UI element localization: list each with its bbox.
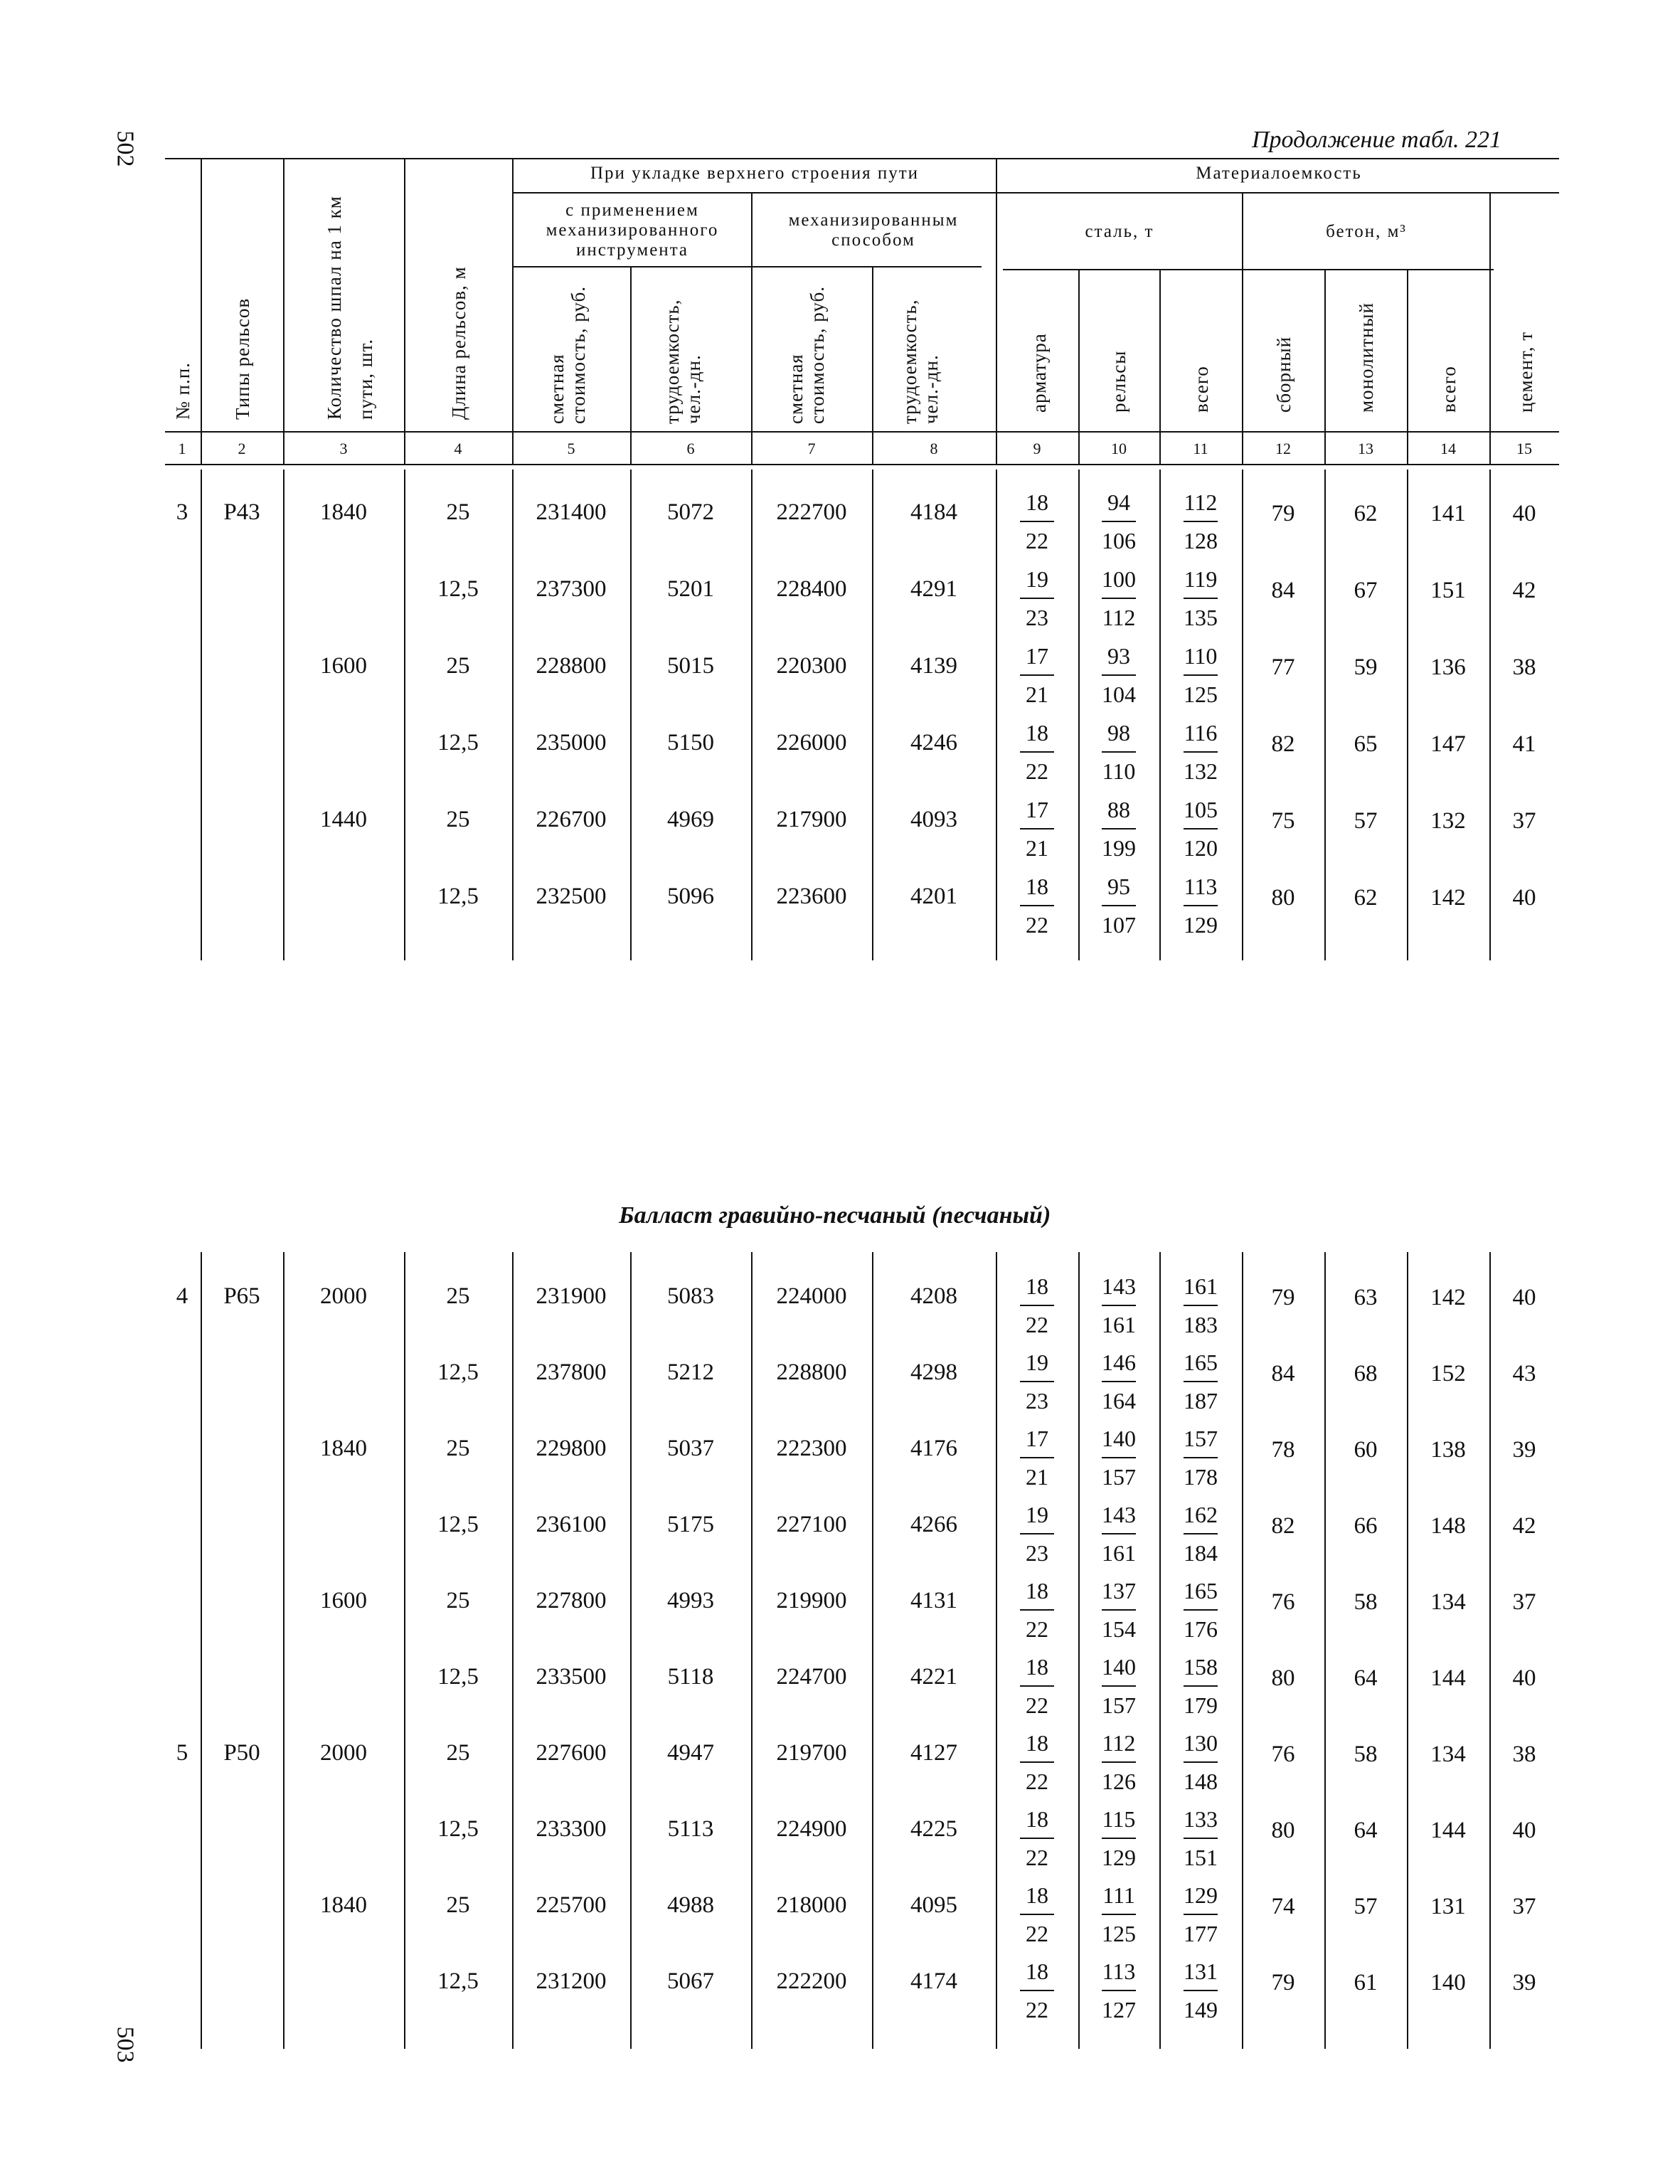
cell-col-12: 80 xyxy=(1271,885,1295,911)
table-rule xyxy=(1078,470,1080,960)
fraction-rails: 140 157 xyxy=(1102,1654,1136,1718)
column-number: 6 xyxy=(686,440,695,457)
fraction-rails: 140 157 xyxy=(1102,1426,1136,1490)
cell-col-8: 4184 xyxy=(910,499,957,525)
fraction-armature: 18 22 xyxy=(1016,868,1058,943)
cell-col-3: 1440 xyxy=(320,807,367,832)
cell-col-14: 144 xyxy=(1430,1818,1466,1843)
fraction-armature: 18 22 xyxy=(1016,1877,1058,1952)
header-mechanized: механизированным способом xyxy=(788,211,959,250)
cell-col-14: 141 xyxy=(1430,501,1466,526)
cell-col-7: 228400 xyxy=(776,576,847,602)
cell-col-12: 78 xyxy=(1271,1437,1295,1463)
fraction-steel-total: 165 176 xyxy=(1184,1578,1218,1642)
col-header-12: сборный xyxy=(1273,336,1294,413)
cell-col-4: 12,5 xyxy=(437,1968,479,1994)
cell-col-7: 223600 xyxy=(776,884,847,909)
cell-col-12: 79 xyxy=(1271,1285,1295,1310)
cell-col-4: 12,5 xyxy=(437,1664,479,1690)
cell-col-3: 1840 xyxy=(320,499,367,525)
table-caption: Продолжение табл. 221 xyxy=(1252,127,1502,153)
section-title-ballast: Балласт гравийно-песчаный (песчаный) xyxy=(619,1202,1051,1229)
cell-col-12: 82 xyxy=(1271,1513,1295,1539)
fraction-steel-total: 116 132 xyxy=(1184,720,1218,784)
cell-col-7: 222200 xyxy=(776,1968,847,1994)
fraction-steel-total: 129 177 xyxy=(1184,1882,1218,1946)
fraction-steel-total: 130 148 xyxy=(1184,1730,1218,1794)
cell-col-14: 152 xyxy=(1430,1361,1466,1387)
table-rule xyxy=(283,1252,285,2049)
col-header-15: цемент, т xyxy=(1515,331,1536,413)
cell-col-4: 12,5 xyxy=(437,1512,479,1537)
cell-col-1: 4 xyxy=(176,1283,188,1309)
cell-col-15: 39 xyxy=(1512,1437,1536,1463)
cell-col-5: 237300 xyxy=(536,576,607,602)
cell-col-8: 4221 xyxy=(910,1664,957,1690)
cell-col-12: 80 xyxy=(1271,1665,1295,1691)
col-header-1: № п.п. xyxy=(172,362,193,420)
fraction-steel-total: 158 179 xyxy=(1184,1654,1218,1718)
cell-col-5: 227600 xyxy=(536,1740,607,1766)
fraction-armature: 17 21 xyxy=(1016,637,1058,713)
cell-col-8: 4291 xyxy=(910,576,957,602)
fraction-rails: 111 125 xyxy=(1102,1882,1136,1946)
cell-col-7: 218000 xyxy=(776,1892,847,1918)
cell-col-1: 5 xyxy=(176,1740,188,1766)
cell-col-15: 40 xyxy=(1512,1285,1536,1310)
cell-col-4: 25 xyxy=(446,653,470,679)
cell-col-14: 132 xyxy=(1430,808,1466,834)
column-number: 4 xyxy=(454,440,462,457)
cell-col-8: 4095 xyxy=(910,1892,957,1918)
col-header-9: арматура xyxy=(1028,333,1050,413)
fraction-steel-total: 105 120 xyxy=(1184,797,1218,861)
cell-col-6: 5150 xyxy=(667,730,714,756)
cell-col-6: 5096 xyxy=(667,884,714,909)
cell-col-7: 227100 xyxy=(776,1512,847,1537)
fraction-steel-total: 110 125 xyxy=(1184,643,1218,707)
table-rule xyxy=(751,1252,753,2049)
cell-col-8: 4174 xyxy=(910,1968,957,1994)
fraction-armature: 18 22 xyxy=(1016,1801,1058,1876)
cell-col-7: 222700 xyxy=(776,499,847,525)
cell-col-15: 40 xyxy=(1512,1818,1536,1843)
fraction-rails: 137 154 xyxy=(1102,1578,1136,1642)
cell-col-12: 84 xyxy=(1271,578,1295,603)
cell-col-6: 5072 xyxy=(667,499,714,525)
cell-col-5: 229800 xyxy=(536,1436,607,1461)
fraction-armature: 19 23 xyxy=(1016,1344,1058,1419)
fraction-steel-total: 112 128 xyxy=(1184,489,1218,553)
cell-col-5: 228800 xyxy=(536,653,607,679)
cell-col-1: 3 xyxy=(176,499,188,525)
cell-col-6: 4947 xyxy=(667,1740,714,1766)
cell-col-7: 220300 xyxy=(776,653,847,679)
cell-col-14: 136 xyxy=(1430,654,1466,680)
cell-col-2: Р65 xyxy=(223,1283,260,1309)
fraction-steel-total: 161 183 xyxy=(1184,1273,1218,1337)
cell-col-8: 4246 xyxy=(910,730,957,756)
cell-col-2: Р43 xyxy=(223,499,260,525)
cell-col-5: 231900 xyxy=(536,1283,607,1309)
cell-col-13: 57 xyxy=(1354,1894,1378,1919)
cell-col-14: 144 xyxy=(1430,1665,1466,1691)
page-number-top: 502 xyxy=(112,130,139,167)
cell-col-12: 79 xyxy=(1271,501,1295,526)
header-materials: Материалоемкость xyxy=(1196,164,1362,183)
col-header-11: всего xyxy=(1191,366,1212,413)
header-mech-tool: с применением механизированного инструмента xyxy=(546,201,719,260)
fraction-rails: 115 129 xyxy=(1102,1806,1136,1870)
cell-col-13: 64 xyxy=(1354,1665,1378,1691)
cell-col-13: 64 xyxy=(1354,1818,1378,1843)
cell-col-6: 5118 xyxy=(667,1664,714,1690)
cell-col-15: 38 xyxy=(1512,654,1536,680)
table-rule xyxy=(201,470,202,960)
cell-col-15: 40 xyxy=(1512,885,1536,911)
fraction-rails: 98 110 xyxy=(1102,720,1136,784)
cell-col-7: 224000 xyxy=(776,1283,847,1309)
fraction-rails: 113 127 xyxy=(1102,1958,1136,2023)
cell-col-4: 25 xyxy=(446,1892,470,1918)
cell-col-12: 84 xyxy=(1271,1361,1295,1387)
fraction-armature: 19 23 xyxy=(1016,1496,1058,1571)
fraction-armature: 18 22 xyxy=(1016,1953,1058,2028)
cell-col-6: 4988 xyxy=(667,1892,714,1918)
cell-col-13: 62 xyxy=(1354,885,1378,911)
cell-col-13: 63 xyxy=(1354,1285,1378,1310)
table-rule xyxy=(201,1252,202,2049)
cell-col-8: 4225 xyxy=(910,1816,957,1842)
fraction-steel-total: 157 178 xyxy=(1184,1426,1218,1490)
cell-col-4: 12,5 xyxy=(437,730,479,756)
column-number: 15 xyxy=(1516,440,1532,457)
cell-col-3: 1840 xyxy=(320,1436,367,1461)
header-concrete: бетон, м³ xyxy=(1326,222,1407,241)
cell-col-5: 227800 xyxy=(536,1588,607,1613)
cell-col-5: 236100 xyxy=(536,1512,607,1537)
fraction-armature: 19 23 xyxy=(1016,561,1058,636)
cell-col-6: 5113 xyxy=(667,1816,714,1842)
cell-col-12: 82 xyxy=(1271,731,1295,757)
cell-col-5: 225700 xyxy=(536,1892,607,1918)
cell-col-6: 5067 xyxy=(667,1968,714,1994)
cell-col-2: Р50 xyxy=(223,1740,260,1766)
cell-col-12: 75 xyxy=(1271,808,1295,834)
fraction-armature: 18 22 xyxy=(1016,714,1058,790)
cell-col-4: 12,5 xyxy=(437,576,479,602)
cell-col-15: 41 xyxy=(1512,731,1536,757)
cell-col-14: 134 xyxy=(1430,1589,1466,1615)
column-number: 13 xyxy=(1358,440,1373,457)
cell-col-5: 231400 xyxy=(536,499,607,525)
col-header-14: всего xyxy=(1438,366,1460,413)
cell-col-3: 1600 xyxy=(320,1588,367,1613)
cell-col-4: 25 xyxy=(446,1740,470,1766)
cell-col-12: 74 xyxy=(1271,1894,1295,1919)
column-number: 11 xyxy=(1193,440,1208,457)
cell-col-14: 148 xyxy=(1430,1513,1466,1539)
fraction-steel-total: 119 135 xyxy=(1184,566,1218,630)
fraction-steel-total: 165 187 xyxy=(1184,1350,1218,1414)
cell-col-13: 61 xyxy=(1354,1970,1378,1995)
fraction-armature: 17 21 xyxy=(1016,1420,1058,1495)
fraction-rails: 100 112 xyxy=(1102,566,1136,630)
column-number: 14 xyxy=(1440,440,1456,457)
cell-col-4: 25 xyxy=(446,499,470,525)
col-header-4: Длина рельсов, м xyxy=(448,266,469,420)
cell-col-6: 4993 xyxy=(667,1588,714,1613)
cell-col-15: 43 xyxy=(1512,1361,1536,1387)
cell-col-12: 80 xyxy=(1271,1818,1295,1843)
cell-col-14: 131 xyxy=(1430,1894,1466,1919)
fraction-armature: 18 22 xyxy=(1016,484,1058,559)
cell-col-8: 4127 xyxy=(910,1740,957,1766)
cell-col-12: 76 xyxy=(1271,1742,1295,1767)
fraction-armature: 18 22 xyxy=(1016,1572,1058,1648)
cell-col-8: 4201 xyxy=(910,884,957,909)
cell-col-5: 233500 xyxy=(536,1664,607,1690)
col-header-10: рельсы xyxy=(1108,350,1129,413)
cell-col-13: 58 xyxy=(1354,1742,1378,1767)
cell-col-8: 4208 xyxy=(910,1283,957,1309)
table-rule xyxy=(1078,1252,1080,2049)
cell-col-6: 5175 xyxy=(667,1512,714,1537)
fraction-rails: 143 161 xyxy=(1102,1502,1136,1566)
table-rule xyxy=(283,470,285,960)
column-number: 10 xyxy=(1111,440,1127,457)
cell-col-13: 60 xyxy=(1354,1437,1378,1463)
cell-col-6: 5015 xyxy=(667,653,714,679)
cell-col-14: 140 xyxy=(1430,1970,1466,1995)
column-number: 7 xyxy=(807,440,816,457)
cell-col-12: 76 xyxy=(1271,1589,1295,1615)
fraction-armature: 18 22 xyxy=(1016,1268,1058,1343)
cell-col-3: 2000 xyxy=(320,1283,367,1309)
col-header-6: трудоемкость, чел.-дн. xyxy=(661,299,704,424)
cell-col-5: 232500 xyxy=(536,884,607,909)
cell-col-3: 2000 xyxy=(320,1740,367,1766)
header-laying: При укладке верхнего строения пути xyxy=(590,164,920,183)
cell-col-4: 25 xyxy=(446,807,470,832)
page-number-bottom: 503 xyxy=(112,2026,139,2063)
table-rule xyxy=(630,1252,632,2049)
cell-col-7: 222300 xyxy=(776,1436,847,1461)
column-number: 12 xyxy=(1275,440,1291,457)
cell-col-13: 59 xyxy=(1354,654,1378,680)
cell-col-14: 142 xyxy=(1430,885,1466,911)
cell-col-8: 4139 xyxy=(910,653,957,679)
table-rule xyxy=(872,470,873,960)
fraction-rails: 93 104 xyxy=(1102,643,1136,707)
cell-col-8: 4298 xyxy=(910,1359,957,1385)
cell-col-7: 217900 xyxy=(776,807,847,832)
cell-col-15: 42 xyxy=(1512,1513,1536,1539)
fraction-rails: 112 126 xyxy=(1102,1730,1136,1794)
cell-col-7: 228800 xyxy=(776,1359,847,1385)
cell-col-3: 1840 xyxy=(320,1892,367,1918)
cell-col-5: 233300 xyxy=(536,1816,607,1842)
column-number: 5 xyxy=(567,440,575,457)
cell-col-7: 219900 xyxy=(776,1588,847,1613)
fraction-rails: 143 161 xyxy=(1102,1273,1136,1337)
column-number: 3 xyxy=(339,440,348,457)
table-rule xyxy=(996,1252,997,2049)
cell-col-3: 1600 xyxy=(320,653,367,679)
table-rule xyxy=(1159,470,1161,960)
cell-col-7: 224700 xyxy=(776,1664,847,1690)
cell-col-13: 68 xyxy=(1354,1361,1378,1387)
cell-col-14: 142 xyxy=(1430,1285,1466,1310)
cell-col-6: 5201 xyxy=(667,576,714,602)
cell-col-15: 42 xyxy=(1512,578,1536,603)
col-header-13: монолитный xyxy=(1356,302,1377,413)
cell-col-13: 66 xyxy=(1354,1513,1378,1539)
cell-col-5: 226700 xyxy=(536,807,607,832)
cell-col-15: 39 xyxy=(1512,1970,1536,1995)
cell-col-15: 37 xyxy=(1512,1589,1536,1615)
fraction-armature: 18 22 xyxy=(1016,1724,1058,1800)
fraction-armature: 18 22 xyxy=(1016,1648,1058,1724)
cell-col-7: 219700 xyxy=(776,1740,847,1766)
column-number: 1 xyxy=(178,440,186,457)
table-rule xyxy=(872,1252,873,2049)
fraction-rails: 94 106 xyxy=(1102,489,1136,553)
cell-col-13: 62 xyxy=(1354,501,1378,526)
cell-col-13: 65 xyxy=(1354,731,1378,757)
cell-col-12: 79 xyxy=(1271,1970,1295,1995)
cell-col-4: 12,5 xyxy=(437,1816,479,1842)
cell-col-8: 4176 xyxy=(910,1436,957,1461)
cell-col-13: 67 xyxy=(1354,578,1378,603)
cell-col-15: 40 xyxy=(1512,501,1536,526)
cell-col-14: 151 xyxy=(1430,578,1466,603)
cell-col-4: 12,5 xyxy=(437,1359,479,1385)
fraction-armature: 17 21 xyxy=(1016,791,1058,866)
cell-col-5: 231200 xyxy=(536,1968,607,1994)
col-header-3: Количество шпал на 1 км пути, шт. xyxy=(324,196,376,420)
fraction-steel-total: 113 129 xyxy=(1184,874,1218,938)
cell-col-15: 37 xyxy=(1512,1894,1536,1919)
cell-col-6: 5037 xyxy=(667,1436,714,1461)
cell-col-14: 138 xyxy=(1430,1437,1466,1463)
cell-col-13: 57 xyxy=(1354,808,1378,834)
fraction-steel-total: 131 149 xyxy=(1184,1958,1218,2023)
cell-col-6: 5083 xyxy=(667,1283,714,1309)
column-number: 9 xyxy=(1033,440,1041,457)
cell-col-4: 25 xyxy=(446,1436,470,1461)
cell-col-8: 4131 xyxy=(910,1588,957,1613)
cell-col-15: 37 xyxy=(1512,808,1536,834)
table-rule xyxy=(996,470,997,960)
cell-col-5: 235000 xyxy=(536,730,607,756)
cell-col-14: 147 xyxy=(1430,731,1466,757)
cell-col-4: 12,5 xyxy=(437,884,479,909)
fraction-steel-total: 133 151 xyxy=(1184,1806,1218,1870)
cell-col-15: 38 xyxy=(1512,1742,1536,1767)
table-rule xyxy=(751,470,753,960)
fraction-rails: 88 199 xyxy=(1102,797,1136,861)
fraction-rails: 146 164 xyxy=(1102,1350,1136,1414)
cell-col-5: 237800 xyxy=(536,1359,607,1385)
cell-col-13: 58 xyxy=(1354,1589,1378,1615)
cell-col-8: 4266 xyxy=(910,1512,957,1537)
cell-col-4: 25 xyxy=(446,1283,470,1309)
col-header-8: трудоемкость, чел.-дн. xyxy=(899,299,942,424)
col-header-2: Типы рельсов xyxy=(232,297,253,420)
cell-col-7: 226000 xyxy=(776,730,847,756)
cell-col-12: 77 xyxy=(1271,654,1295,680)
cell-col-7: 224900 xyxy=(776,1816,847,1842)
cell-col-14: 134 xyxy=(1430,1742,1466,1767)
header-steel: сталь, т xyxy=(1085,222,1154,241)
column-number: 2 xyxy=(238,440,246,457)
fraction-steel-total: 162 184 xyxy=(1184,1502,1218,1566)
cell-col-8: 4093 xyxy=(910,807,957,832)
table-rule xyxy=(1159,1252,1161,2049)
table-rule xyxy=(630,470,632,960)
cell-col-6: 4969 xyxy=(667,807,714,832)
cell-col-4: 25 xyxy=(446,1588,470,1613)
fraction-rails: 95 107 xyxy=(1102,874,1136,938)
cell-col-15: 40 xyxy=(1512,1665,1536,1691)
col-header-7: сметная стоимость, руб. xyxy=(785,285,828,424)
col-header-5: сметная стоимость, руб. xyxy=(546,285,589,424)
cell-col-6: 5212 xyxy=(667,1359,714,1385)
column-number: 8 xyxy=(930,440,938,457)
